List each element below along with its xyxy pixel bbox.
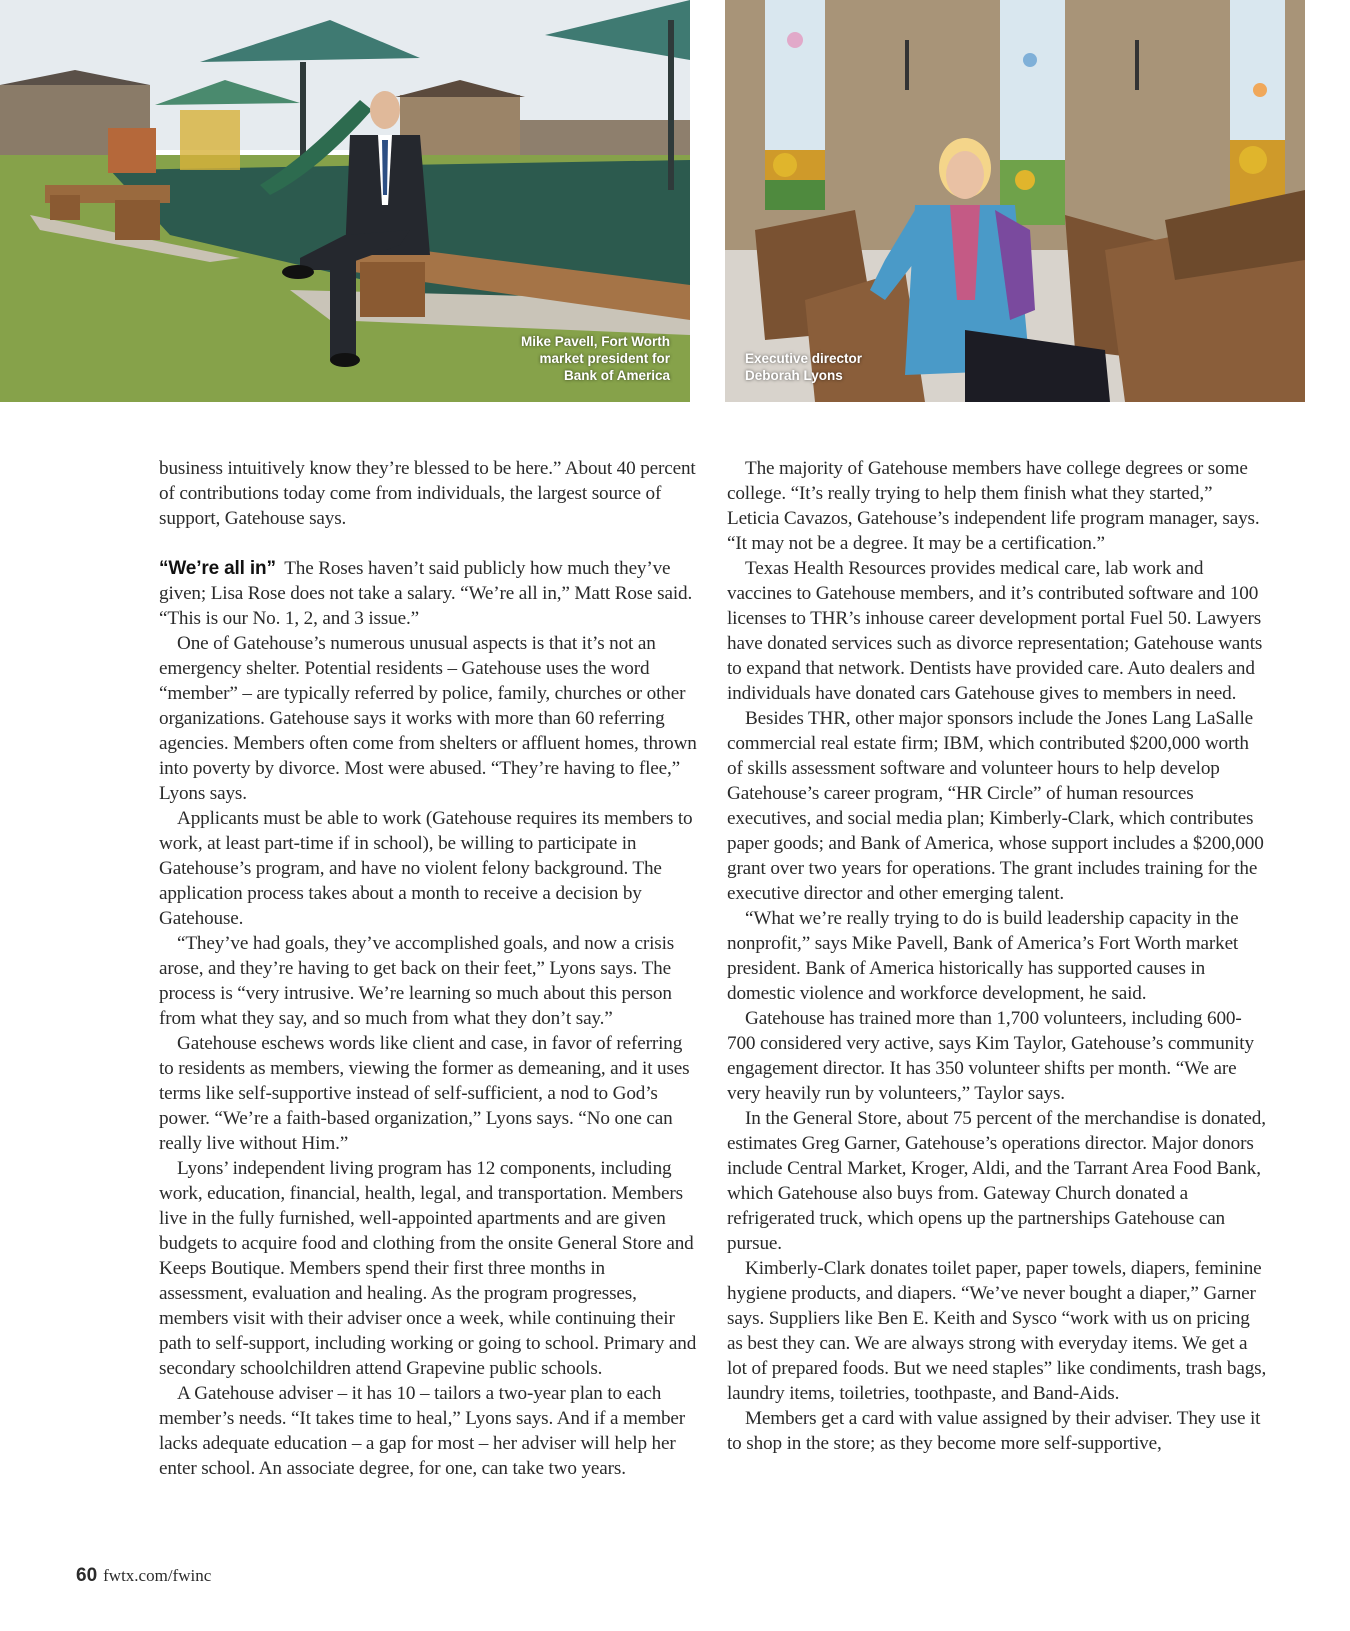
paragraph: “What we’re really trying to do is build leadership capacity in the nonprofit,” says Mike Pavell, Bank of America’s Fort Worth market president. Bank of America historically has supported causes in domestic violence and workforce development, he said. — [727, 908, 1239, 1004]
article-column-right — [727, 456, 1267, 1456]
photo-caption-right — [745, 350, 862, 384]
photo-deborah-lyons — [725, 0, 1305, 402]
subhead: “We’re all in” — [159, 558, 276, 579]
paragraph: Members get a card with value assigned by their adviser. They use it to shop in the store; as they become more self-supportive, — [727, 1408, 1261, 1454]
caption-line: Executive director — [745, 351, 863, 366]
chapel-photo — [725, 0, 1305, 402]
paragraph: Lyons’ independent living program has 12 components, including work, education, financial, health, legal, and transportation. Members live in the fully furnished, well-appointed apartments and are given budgets to acquire food and clothing from the onsite General Store and Keeps Boutique. Members spend their first three months in assessment, evaluation and healing. As the program progresses, members visit with their adviser once a week, while continuing their path to self-support, including working or going to school. Primary and secondary schoolchildren attend Grapevine public schools. — [159, 1158, 697, 1379]
paragraph: In the General Store, about 75 percent of the merchandise is donated, estimates Greg Garner, Gatehouse’s operations director. Major donors include Central Market, Kroger, Aldi, and the Tarrant Area Food Bank, which Gatehouse also buys from. Gateway Church donated a refrigerated truck, which opens up the partnerships Gatehouse can pursue. — [727, 1108, 1266, 1254]
paragraph: One of Gatehouse’s numerous unusual aspects is that it’s not an emergency shelter. Potential residents – Gatehouse uses the word “member” – are typically referred by police, family, churches or other organizations. Gatehouse says it works with more than 60 referring agencies. Members often come from shelters or affluent homes, thrown into poverty by divorce. Most were abused. “They’re having to flee,” Lyons says. — [159, 633, 697, 804]
paragraph: Besides THR, other major sponsors include the Jones Lang LaSalle commercial real estate firm; IBM, which contributed $200,000 worth of skills assessment software and volunteer hours to help develop Gatehouse’s career program, “HR Circle” of human resources executives, and social media plan; Kimberly-Clark, which contributes paper goods; and Bank of America, whose support includes a $200,000 grant over two years for operations. The grant includes training for the executive director and other emerging talent. — [727, 708, 1264, 904]
paragraph-with-subhead — [159, 556, 697, 631]
page-number: 60 — [76, 1565, 98, 1586]
paragraph: Applicants must be able to work (Gatehouse requires its members to work, at least part-time if in school), be willing to participate in Gatehouse’s program, and have no violent felony background. The application process takes about a month to receive a decision by Gatehouse. — [159, 808, 693, 929]
paragraph: Texas Health Resources provides medical care, lab work and vaccines to Gatehouse members, and it’s contributed software and 100 licenses to THR’s inhouse career development portal Fuel 50. Lawyers have donated services such as divorce representation; Gatehouse wants to expand that network. Dentists have provided care. Auto dealers and individuals have donated cars Gatehouse gives to members in need. — [727, 558, 1263, 704]
caption-line: Deborah Lyons — [745, 368, 843, 383]
page-footer — [76, 1565, 211, 1587]
caption-line: market president for — [539, 351, 670, 366]
paragraph: A Gatehouse adviser – it has 10 – tailors a two-year plan to each member’s needs. “It takes time to heal,” Lyons says. And if a member lacks adequate education – a gap for most – her adviser will help her enter school. An associate degree, for one, can take two years. — [159, 1383, 686, 1479]
paragraph: “They’ve had goals, they’ve accomplished goals, and now a crisis arose, and they’re having to get back on their feet,” Lyons says. The process is “very intrusive. We’re learning so much about this person from what they say, and so much from what they don’t say.” — [159, 933, 675, 1029]
caption-line: Mike Pavell, Fort Worth — [520, 334, 670, 349]
paragraph: Gatehouse eschews words like client and case, in favor of referring to residents as members, viewing the former as demeaning, and it uses terms like self-supportive instead of self-sufficient, a nod to God’s power. “We’re a faith-based organization,” Lyons says. “No one can really live without Him.” — [159, 1033, 690, 1154]
photo-caption-left — [521, 333, 670, 384]
footer-url[interactable]: fwtx.com/fwinc — [103, 1566, 212, 1585]
paragraph: Kimberly-Clark donates toilet paper, paper towels, diapers, feminine hygiene products, and diapers. “We’ve never bought a diaper,” Garner says. Suppliers like Ben E. Keith and Sysco “work with us on pricing as best they can. We are always strong with everyday items. We get a lot of prepared foods. But we need staples” like condiments, trash bags, laundry items, toiletries, toothpaste, and Band-Aids. — [727, 1258, 1267, 1404]
paragraph: business intuitively know they’re blessed to be here.” About 40 percent of contributions today come from individuals, the largest source of support, Gatehouse says. — [159, 458, 696, 529]
paragraph: The majority of Gatehouse members have college degrees or some college. “It’s really trying to help them finish what they started,” Leticia Cavazos, Gatehouse’s independent life program manager, says. “It may not be a degree. It may be a certification.” — [727, 458, 1260, 554]
article-column-left — [159, 456, 697, 1481]
playhouse — [108, 128, 156, 173]
caption-line: Bank of America — [563, 368, 670, 383]
paragraph-text: The Roses haven’t said publicly how much they’ve given; Lisa Rose does not take a salary. “We’re all in,” Matt Rose said. “This is our No. 1, 2, and 3 issue.” — [159, 558, 693, 629]
paragraph: Gatehouse has trained more than 1,700 volunteers, including 600-700 considered very active, says Kim Taylor, Gatehouse’s community engagement director. It has 350 volunteer shifts per month. “We are very heavily run by volunteers,” Taylor says. — [727, 1008, 1254, 1104]
photo-mike-pavell — [0, 0, 690, 402]
